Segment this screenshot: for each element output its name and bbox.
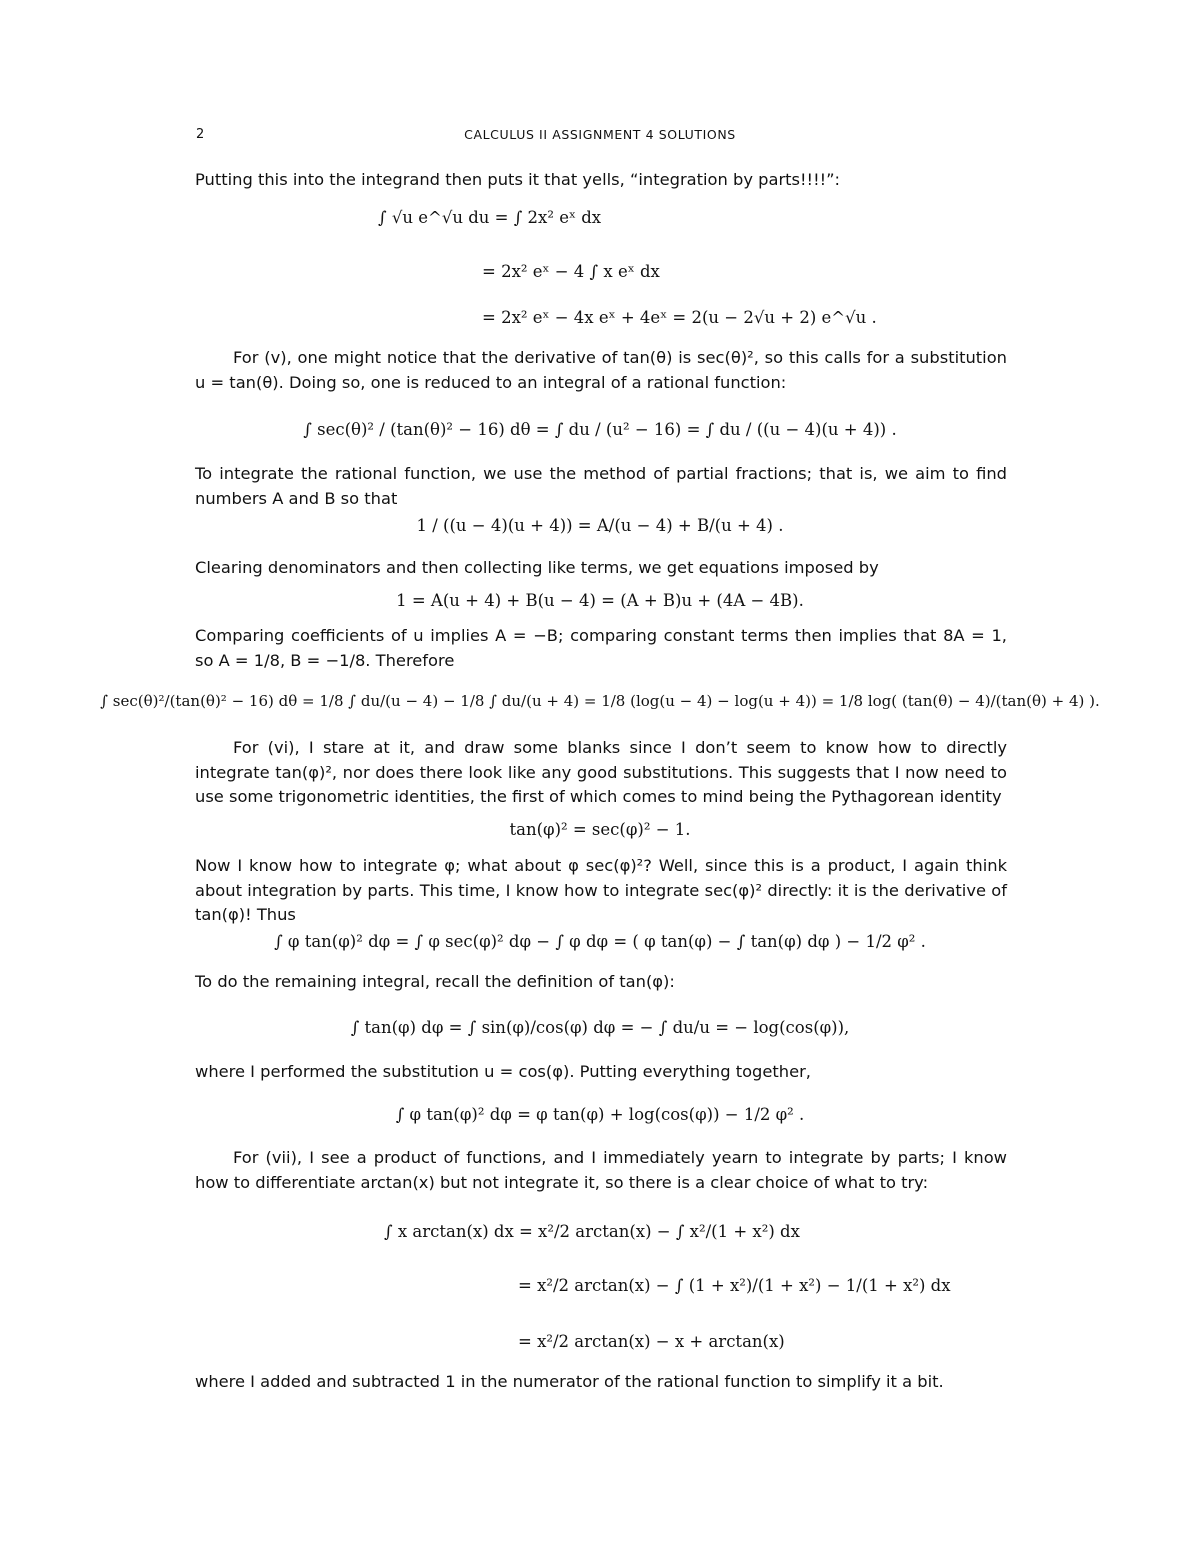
equation-6: tan(φ)² = sec(φ)² − 1. bbox=[509, 820, 691, 839]
equation-9: ∫ φ tan(φ)² dφ = φ tan(φ) + log(cos(φ)) − 1/2 φ² . bbox=[395, 1105, 805, 1124]
paragraph-clearing: Clearing denominators and then collecting like terms, we get equations imposed by bbox=[195, 558, 879, 577]
equation-7: ∫ φ tan(φ)² dφ = ∫ φ sec(φ)² dφ − ∫ φ dφ = ( φ tan(φ) − ∫ tan(φ) dφ ) − 1/2 φ² . bbox=[274, 932, 926, 951]
running-header: CALCULUS II ASSIGNMENT 4 SOLUTIONS bbox=[464, 127, 736, 142]
paragraph-part-vi: For (vi), I stare at it, and draw some blanks since I don’t seem to know how to directly integrate tan(φ)², nor does there look like any good substitutions. This suggests that I now need to use some trigonometric identities, the first of which comes to mind being the Pythagorean identity bbox=[195, 738, 1007, 806]
page-number: 2 bbox=[196, 127, 205, 142]
equation-4: 1 = A(u + 4) + B(u − 4) = (A + B)u + (4A − 4B). bbox=[396, 591, 804, 610]
equation-1-line-1: ∫ √u e^√u du = ∫ 2x² eˣ dx bbox=[378, 208, 602, 227]
paragraph-part-v: For (v), one might notice that the derivative of tan(θ) is sec(θ)², so this calls for a substitution u = tan(θ). Doing so, one is reduced to an integral of a rational function: bbox=[195, 348, 1007, 392]
paragraph-closing: where I added and subtracted 1 in the numerator of the rational function to simplify it a bit. bbox=[195, 1372, 944, 1391]
paragraph-substitution: where I performed the substitution u = cos(φ). Putting everything together, bbox=[195, 1062, 811, 1081]
paragraph-part-vii: For (vii), I see a product of functions, and I immediately yearn to integrate by parts; I know how to differentiate arctan(x) but not integrate it, so there is a clear choice of what to try: bbox=[195, 1148, 1007, 1192]
equation-10-line-2: = x²/2 arctan(x) − ∫ (1 + x²)/(1 + x²) − 1/(1 + x²) dx bbox=[518, 1276, 951, 1295]
paragraph-partial-fractions: To integrate the rational function, we use the method of partial fractions; that is, we aim to find numbers A and B so that bbox=[195, 464, 1007, 508]
equation-10-line-1: ∫ x arctan(x) dx = x²/2 arctan(x) − ∫ x²/(1 + x²) dx bbox=[384, 1222, 800, 1241]
paragraph-remaining-integral: To do the remaining integral, recall the definition of tan(φ): bbox=[195, 972, 675, 991]
equation-8: ∫ tan(φ) dφ = ∫ sin(φ)/cos(φ) dφ = − ∫ du/u = − log(cos(φ)), bbox=[350, 1018, 850, 1037]
paragraph-coefficients: Comparing coefficients of u implies A = −B; comparing constant terms then implies that 8A = 1, so A = 1/8, B = −1/8. Therefore bbox=[195, 626, 1007, 670]
equation-10-line-3: = x²/2 arctan(x) − x + arctan(x) bbox=[518, 1332, 785, 1351]
equation-1-line-2: = 2x² eˣ − 4 ∫ x eˣ dx bbox=[482, 262, 660, 281]
equation-1-line-3: = 2x² eˣ − 4x eˣ + 4eˣ = 2(u − 2√u + 2) e^√u . bbox=[482, 308, 877, 327]
paragraph-intro: Putting this into the integrand then puts it that yells, “integration by parts!!!!”: bbox=[195, 170, 841, 189]
equation-2: ∫ sec(θ)² / (tan(θ)² − 16) dθ = ∫ du / (u² − 16) = ∫ du / ((u − 4)(u + 4)) . bbox=[303, 420, 897, 439]
equation-5: ∫ sec(θ)²/(tan(θ)² − 16) dθ = 1/8 ∫ du/(u − 4) − 1/8 ∫ du/(u + 4) = 1/8 (log(u − 4) − log(u + 4)) = 1/8 log( (tan(θ) − 4)/(tan(θ) + 4) ). bbox=[100, 692, 1100, 710]
equation-3: 1 / ((u − 4)(u + 4)) = A/(u − 4) + B/(u + 4) . bbox=[416, 516, 784, 535]
paragraph-by-parts: Now I know how to integrate φ; what about φ sec(φ)²? Well, since this is a product, I again think about integration by parts. This time, I know how to integrate sec(φ)² directly: it is the derivative of tan(φ)! Thus bbox=[195, 856, 1007, 924]
